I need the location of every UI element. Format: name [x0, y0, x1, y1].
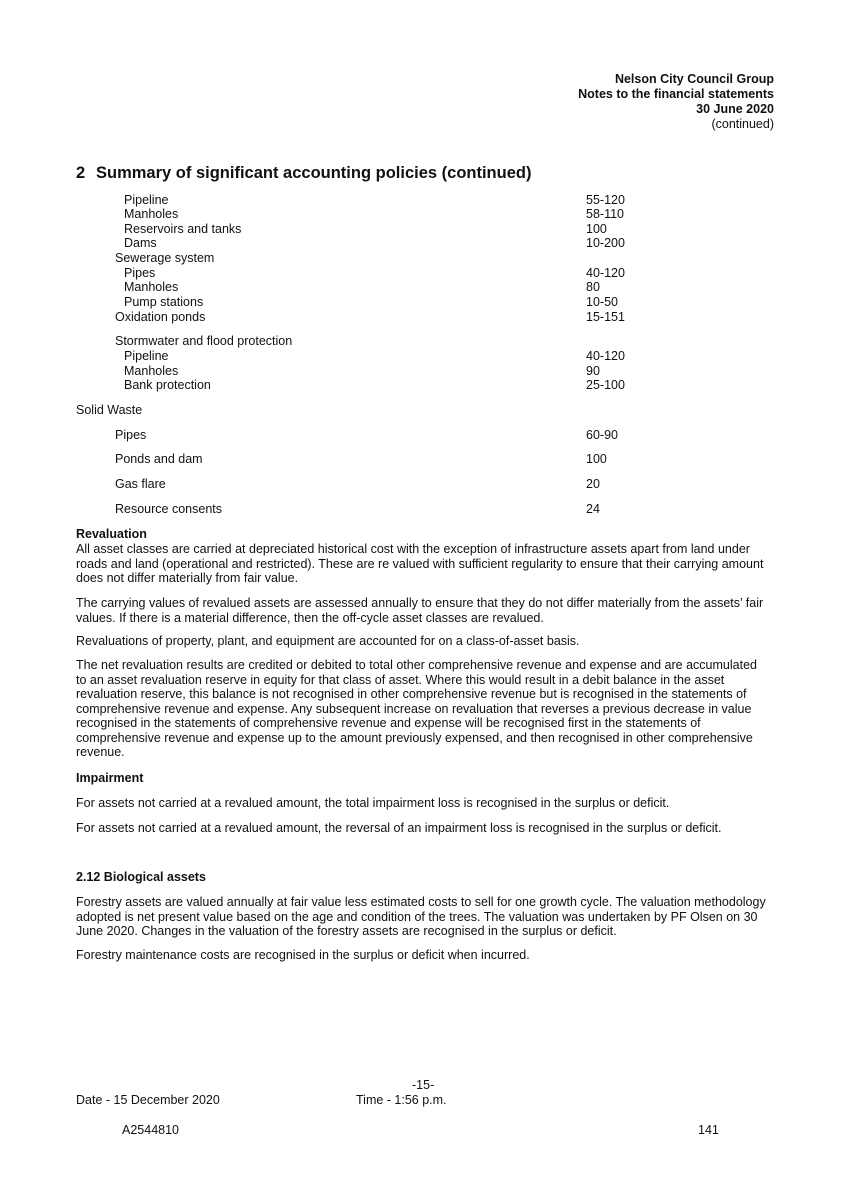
impairment-heading: Impairment: [76, 771, 144, 785]
footer-time: Time - 1:56 p.m.: [356, 1093, 447, 1107]
revaluation-paragraph-4: The net revaluation results are credited or debited to total other comprehensive revenue and expense and are accumulated to an asset revaluation reserve in equity for that class of asset. Where this would result in a debit balance in the asset revaluation reserve, this balance is not recognised in other comprehensive revenue but is recognised in the statements of comprehensive revenue and expense. Any subsequent increase on revaluation that reverses a previous decrease in value recognised in the statements of comprehensive revenue and expense will be recognised first in the statements of comprehensive revenue and expense up to the amount previously expensed, and then recognised in other comprehensive revenue.: [76, 658, 757, 759]
section-number: 2: [76, 164, 86, 182]
biological-paragraph-1: Forestry assets are valued annually at fair value less estimated costs to sell for one growth cycle. The valuation methodology adopted is net present value based on the age and condition of the trees. The valuation was undertaken by PF Olsen on 30 June 2020. Changes in the valuation of the forestry assets are recognised in the surplus or deficit.: [76, 895, 766, 938]
row-value: 10-50: [586, 295, 618, 309]
page-number: -15-: [412, 1078, 435, 1092]
row-value: 40-120: [586, 349, 625, 363]
row-label: Resource consents: [115, 502, 223, 516]
revaluation-paragraph-2: The carrying values of revalued assets are assessed annually to ensure that they do not differ materially from the assets’ fair values. If there is a material difference, then the off-cycle asset classes are revalued.: [76, 596, 764, 625]
row-label: Reservoirs and tanks: [124, 222, 242, 236]
statement-date: 30 June 2020: [696, 102, 774, 116]
biological-assets-heading: 2.12 Biological assets: [76, 870, 206, 884]
row-value: 20: [586, 477, 600, 491]
row-value: 60-90: [586, 428, 618, 442]
agenda-page-number: 141: [698, 1123, 719, 1137]
row-label: Pump stations: [124, 295, 204, 309]
page-header: [578, 72, 774, 132]
row-label: Pipes: [115, 428, 147, 442]
document-reference: A2544810: [122, 1123, 180, 1137]
row-value: 90: [586, 364, 600, 378]
footer-date: Date - 15 December 2020: [76, 1093, 220, 1107]
row-value: 55-120: [586, 193, 625, 207]
row-value: 100: [586, 452, 607, 466]
row-value: 58-110: [586, 207, 624, 221]
impairment-paragraph-2: For assets not carried at a revalued amount, the reversal of an impairment loss is recognised in the surplus or deficit.: [76, 821, 722, 835]
section-title: Summary of significant accounting policies (continued): [96, 164, 532, 182]
impairment-paragraph-1: For assets not carried at a revalued amount, the total impairment loss is recognised in the surplus or deficit.: [76, 796, 670, 810]
revaluation-heading: Revaluation: [76, 527, 147, 541]
org-name: Nelson City Council Group: [614, 72, 774, 86]
row-label: Pipes: [124, 266, 156, 280]
row-value: 15-151: [586, 310, 625, 324]
row-label: Pipeline: [124, 193, 169, 207]
section-heading: [76, 164, 531, 183]
row-value: 25-100: [586, 378, 625, 392]
row-label: Stormwater and flood protection: [115, 334, 293, 348]
row-value: 80: [586, 280, 600, 294]
revaluation-paragraph-3: Revaluations of property, plant, and equipment are accounted for on a class-of-asset basis.: [76, 634, 580, 648]
biological-paragraph-2: Forestry maintenance costs are recognised in the surplus or deficit when incurred.: [76, 948, 530, 962]
row-label: Manholes: [124, 207, 179, 221]
row-label: Pipeline: [124, 349, 169, 363]
row-label: Gas flare: [115, 477, 166, 491]
row-value: 10-200: [586, 236, 625, 250]
row-label: Bank protection: [124, 378, 211, 392]
row-label: Ponds and dam: [115, 452, 203, 466]
row-label: Sewerage system: [115, 251, 215, 265]
document-title: Notes to the financial statements: [578, 87, 774, 101]
row-label: Oxidation ponds: [115, 310, 206, 324]
row-value: 40-120: [586, 266, 625, 280]
revaluation-paragraph-1: All asset classes are carried at depreciated historical cost with the exception of infrastructure assets apart from land under roads and land (operational and restricted). These are re valued with sufficient regularity to ensure that their carrying amount does not differ materially from fair value.: [76, 542, 764, 585]
row-label: Dams: [124, 236, 157, 250]
row-value: 24: [586, 502, 600, 516]
row-value: 100: [586, 222, 607, 236]
row-label: Manholes: [124, 364, 179, 378]
row-label: Manholes: [124, 280, 179, 294]
row-label: Solid Waste: [76, 403, 143, 417]
continued-note: (continued): [711, 117, 774, 131]
